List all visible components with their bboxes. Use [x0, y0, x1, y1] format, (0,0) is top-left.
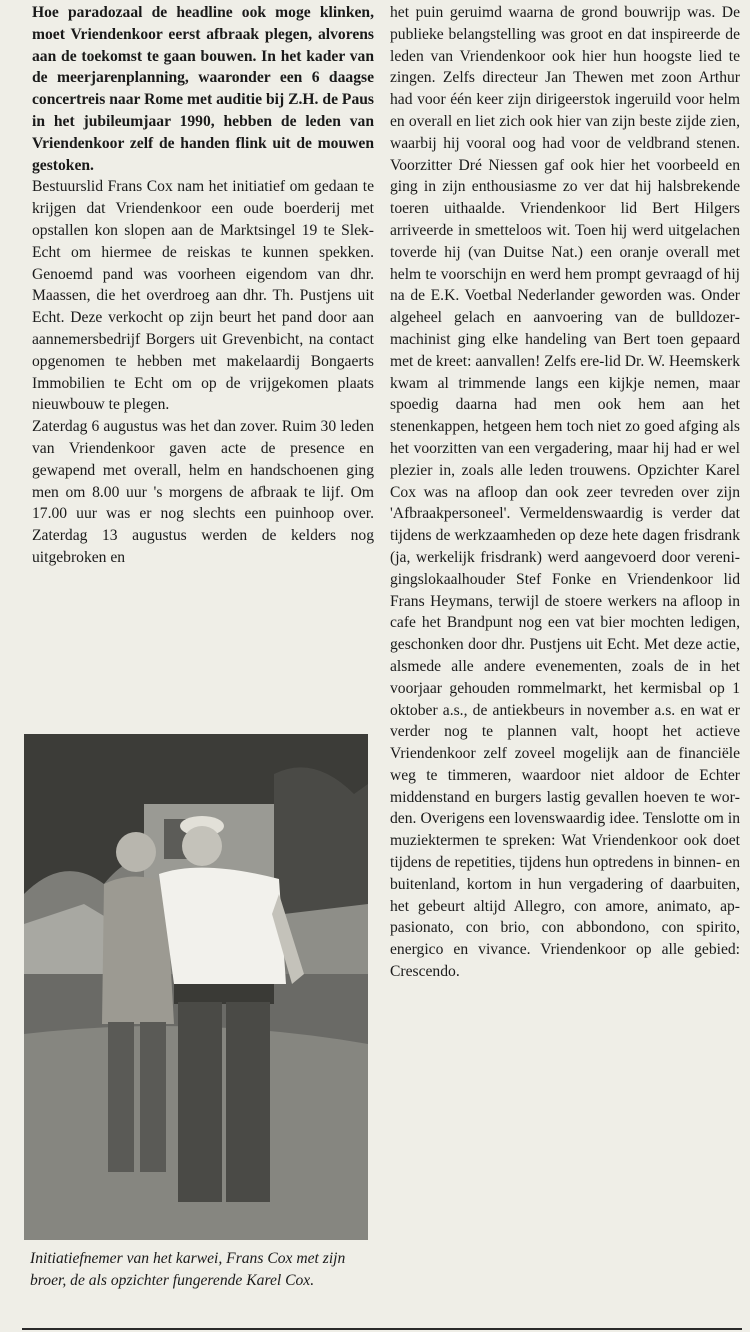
photo-illustration [24, 734, 368, 1240]
photo-caption: Initiatiefnemer van het karwei, Frans Cox met zijn broer, de als opzichter fungerende Karel Cox. [30, 1250, 346, 1289]
bottom-rule [22, 1328, 742, 1330]
body-paragraph-1: Bestuurslid Frans Cox nam het initiatief om gedaan te krijgen dat Vriendenkoor een oude boerderij met opstallen kon slopen aan de Marktsingel 19 te Slek-Echt om hiermee de reiskas te kunnen spekken. Genoemd pand was voorheen eigendom van dhr. Maassen, die het overdroeg aan dhr. Th. Pustjens uit Echt. Deze verkocht op zijn beurt het pand door aan aannemersbedrijf Borgers uit Grevenbicht, na contact opgenomen te hebben met makelaardij Bongaerts Immobilien te Echt om op de vrijgekomen plaats nieuwbouw te plegen. [32, 178, 374, 414]
right-column [390, 2, 740, 983]
left-column [32, 2, 374, 569]
body-paragraph-3: het puin geruimd waarna de grond bouwrijp was. De publieke belangstelling was groot en dat inspireerde de leden van Vriendenkoor ook hier hun hoogste lied te zingen. Zelfs directeur Jan Thewen met zoon Arthur had voor één keer zijn dirigeerstok ingeruild voor helm en overall en liet zich ook hier van zijn beste zijde zien, waarbij hij vooral oog had voor de veldbrand stenen. Voorzitter Dré Niessen gaf ook hier het voorbeeld en ging in zijn enthousiasme zo ver dat hij halsbrekende toeren uithaalde. Vriendenkoor lid Bert Hilgers arriveerde in smetteloos wit. Toen hij werd uitgelachen toverde hij (van Duitse Nat.) een oranje overall met helm te voorschijn en werd hem prompt gevraagd of hij na de E.K. Voetbal Nederlander geworden was. Onder algeheel gelach en aanvoering van de bulldozermachinist ging elke handeling van Bert toen gepaard met de kreet: aanvallen! Zelfs ere-lid Dr. W. Heemskerk kwam al trimmende langs een kijkje nemen, maar spoedig daarna had men ook hem aan het stenenkappen, hetgeen hem toch niet zo goed afging als het voorzitten van een vergadering, maar hij had er wel plezier in, zoals alle leden trouwens. Opzichter Karel Cox was na afloop dan ook zeer tevreden over zijn 'Afbraakpersoneel'. Vermeldenswaardig is verder dat tijdens de werkzaamheden op deze hete dagen frisdrank (ja, werkelijk frisdrank) werd aangevoerd door verenigingslokaalhouder Stef Fonke en Vriendenkoor lid Frans Heymans, terwijl de stoere werkers na afloop in cafe het Brandpunt nog een vat bier mochten ledigen, geschonken door dhr. Pustjens uit Echt. Met deze actie, alsmede alle andere evenementen, zoals de in het voorjaar gehouden rommelmarkt, het kermisbal op 1 oktober a.s., de antiekbeurs in november a.s. en wat er verder nog te plannen valt, hoopt het actieve Vriendenkoor zelf zoveel mogelijk aan de financiële weg te timmeren, waardoor niet aldoor de Echter middenstand en burgers lastig gevallen hoeven te worden. Overigens een lovenswaardig idee. Tenslotte om in muziektermen te spreken: Wat Vriendenkoor ook doet tijdens de repetities, tijdens hun optredens in binnen- en buitenland, kortom in hun vergadering of daarbuiten, het gebeurt altijd Allegro, con amore, animato, appasionato, con brio, con abbondono, con spirito, energico en vivance. Vriendenkoor op alle gebied: Crescendo. [390, 4, 740, 981]
lead-paragraph: Hoe paradozaal de headline ook moge klinken, moet Vriendenkoor eerst afbraak plegen, alvorens aan de toekomst te gaan bouwen. In het kader van de meerjarenplanning, waaronder een 6 daagse concertreis naar Rome met auditie bij Z.H. de Paus in het jubileumjaar 1990, hebben de leden van Vriendenkoor zelf de handen flink uit de mouwen gestoken. [32, 4, 374, 174]
article-photo [24, 734, 368, 1240]
body-paragraph-2: Zaterdag 6 augustus was het dan zover. Ruim 30 leden van Vriendenkoor gaven acte de presence en gewapend met overall, helm en handschoenen ging men om 8.00 uur 's morgens de afbraak te lijf. Om 17.00 uur was er nog slechts een puinhoop over. Zaterdag 13 augustus werden de kelders nog uitgebroken en [32, 418, 374, 566]
